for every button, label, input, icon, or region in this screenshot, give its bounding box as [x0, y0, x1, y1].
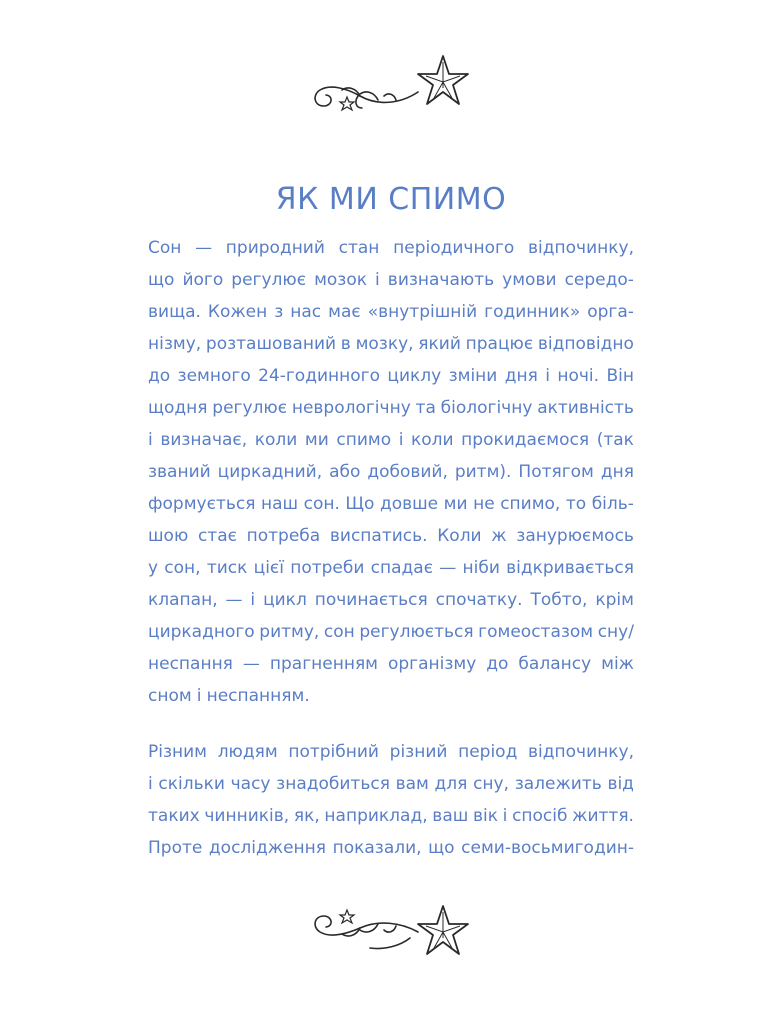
word: регулює	[212, 398, 288, 418]
word: часу	[230, 774, 271, 794]
word: спосіб	[512, 806, 568, 826]
word: Сон	[148, 238, 182, 258]
word: Коли	[437, 526, 482, 546]
body-text	[148, 232, 634, 864]
word: і	[502, 806, 508, 826]
word: балансу	[518, 654, 592, 674]
word: нізму,	[148, 334, 202, 354]
word: дослідження	[208, 838, 326, 858]
word: в	[340, 334, 351, 354]
word: і	[250, 590, 256, 610]
word: ваш	[432, 806, 469, 826]
word: різний	[389, 742, 448, 762]
text-line	[148, 232, 634, 264]
word: ритму,	[259, 622, 320, 642]
word: клапан,	[148, 590, 218, 610]
text-line	[148, 736, 634, 768]
word: сон,	[164, 558, 201, 578]
word: семи-восьмигодин-	[461, 838, 634, 858]
word: то	[565, 494, 587, 514]
word: визначає,	[160, 430, 248, 450]
word: Він	[606, 366, 634, 386]
word: активність	[537, 398, 634, 418]
word: скільки	[158, 774, 225, 794]
word: дня	[504, 366, 538, 386]
word: формується	[148, 494, 256, 514]
word: дня	[600, 462, 634, 482]
word: зміни	[448, 366, 498, 386]
word: вам	[395, 774, 429, 794]
text-line	[148, 616, 634, 648]
word: ми	[443, 494, 468, 514]
word: неспання	[148, 654, 233, 674]
word: 24-годинного	[258, 366, 380, 386]
text-line	[148, 296, 634, 328]
word: —	[195, 238, 213, 258]
word: або	[329, 462, 361, 482]
word: стає	[197, 526, 237, 546]
word: з	[274, 302, 284, 322]
word: шою	[148, 526, 189, 546]
word: і	[545, 366, 550, 386]
word: коли	[254, 430, 298, 450]
word: його	[182, 270, 224, 290]
text-line	[148, 680, 634, 712]
word: умови	[502, 270, 557, 290]
word: годинник»	[484, 302, 581, 322]
word: Потягом	[518, 462, 594, 482]
text-line	[148, 360, 634, 392]
word: спочатку.	[435, 590, 523, 610]
word: сну,	[473, 774, 510, 794]
text-line	[148, 648, 634, 680]
word: ми	[304, 430, 329, 450]
word: спадає	[370, 558, 434, 578]
word: і	[148, 430, 153, 450]
text-line	[148, 584, 634, 616]
word: циркадний,	[217, 462, 323, 482]
word: і	[196, 686, 202, 706]
word: неврологічну	[291, 398, 411, 418]
word: наприклад,	[324, 806, 428, 826]
word: виспатись.	[329, 526, 428, 546]
page-title: ЯК МИ СПИМО	[275, 182, 507, 217]
word: вік	[472, 806, 498, 826]
word: від	[607, 774, 634, 794]
word: який	[418, 334, 461, 354]
word: Тобто,	[530, 590, 588, 610]
word: і	[148, 774, 153, 794]
word: цієї	[253, 558, 284, 578]
word: вища.	[148, 302, 201, 322]
word: ритм).	[454, 462, 512, 482]
word: та	[415, 398, 436, 418]
word: —	[242, 654, 260, 674]
word: таких	[148, 806, 200, 826]
word: наш	[260, 494, 299, 514]
word: у	[148, 558, 159, 578]
text-line	[148, 552, 634, 584]
word: сон.	[303, 494, 340, 514]
word: що	[148, 270, 175, 290]
word: занурюємось	[516, 526, 634, 546]
word: потреби	[290, 558, 365, 578]
word: сном	[148, 686, 192, 706]
word: званий	[148, 462, 211, 482]
text-line	[148, 424, 634, 456]
word: регулюється	[359, 622, 474, 642]
word: природний	[225, 238, 325, 258]
text-line	[148, 264, 634, 296]
word: життя.	[572, 806, 634, 826]
text-line	[148, 328, 634, 360]
word: цикл	[263, 590, 307, 610]
word: гомеостазом	[478, 622, 594, 642]
word: спимо	[336, 430, 392, 450]
word: ж	[491, 526, 507, 546]
word: —	[439, 558, 457, 578]
text-line	[148, 800, 634, 832]
word: відкривається	[506, 558, 634, 578]
word: людям	[217, 742, 278, 762]
word: біологічну	[440, 398, 533, 418]
word: добовий,	[367, 462, 448, 482]
word: і	[375, 270, 380, 290]
text-line	[148, 520, 634, 552]
word: Проте	[148, 838, 203, 858]
word: до	[486, 654, 509, 674]
word: ніби	[462, 558, 500, 578]
word: стан	[338, 238, 380, 258]
word: крім	[595, 590, 634, 610]
word: Кожен	[207, 302, 268, 322]
word: розташований	[205, 334, 337, 354]
word: «внутрішній	[367, 302, 478, 322]
word: знадобиться	[276, 774, 390, 794]
word: щодня	[148, 398, 208, 418]
word: регулює	[231, 270, 307, 290]
word: мозок	[314, 270, 367, 290]
word: відповідно	[537, 334, 634, 354]
word: потреба	[246, 526, 321, 546]
word: середо-	[564, 270, 634, 290]
word: відпочинку,	[528, 742, 634, 762]
word: мозку,	[355, 334, 414, 354]
word: залежить	[514, 774, 602, 794]
word: визначають	[387, 270, 495, 290]
star-swirl-ornament-icon	[300, 48, 480, 118]
word: тиск	[206, 558, 248, 578]
word: Різним	[148, 742, 208, 762]
word: починається	[314, 590, 428, 610]
word: Що	[345, 494, 375, 514]
word: потрібний	[288, 742, 379, 762]
word: період	[458, 742, 518, 762]
word: циклу	[387, 366, 442, 386]
paragraph-gap	[148, 712, 634, 736]
word: ночі.	[557, 366, 600, 386]
word: циркадного	[148, 622, 255, 642]
word: і	[398, 430, 404, 450]
word: чинників,	[204, 806, 290, 826]
word: організму	[387, 654, 477, 674]
word: працює	[465, 334, 534, 354]
word: не	[473, 494, 495, 514]
word: біль-	[591, 494, 634, 514]
word: показали,	[332, 838, 422, 858]
word: прокидаємося	[461, 430, 590, 450]
word: періодичного	[393, 238, 515, 258]
text-line	[148, 456, 634, 488]
word: орга-	[587, 302, 634, 322]
word: земного	[177, 366, 251, 386]
star-swirl-ornament-icon	[300, 898, 480, 968]
word: (так	[596, 430, 634, 450]
word: —	[225, 590, 243, 610]
word: сну/	[597, 622, 634, 642]
word: неспанням.	[206, 686, 310, 706]
word: довше	[379, 494, 439, 514]
text-line	[148, 488, 634, 520]
word: спимо,	[500, 494, 561, 514]
text-line	[148, 832, 634, 864]
text-line	[148, 392, 634, 424]
word: до	[148, 366, 171, 386]
word: прагненням	[269, 654, 378, 674]
word: відпочинку,	[528, 238, 634, 258]
word: коли	[411, 430, 454, 450]
word: має	[328, 302, 361, 322]
text-line	[148, 768, 634, 800]
word: сон	[323, 622, 355, 642]
word: як,	[293, 806, 320, 826]
word: що	[428, 838, 455, 858]
word: нас	[290, 302, 322, 322]
word: для	[434, 774, 468, 794]
word: між	[601, 654, 634, 674]
